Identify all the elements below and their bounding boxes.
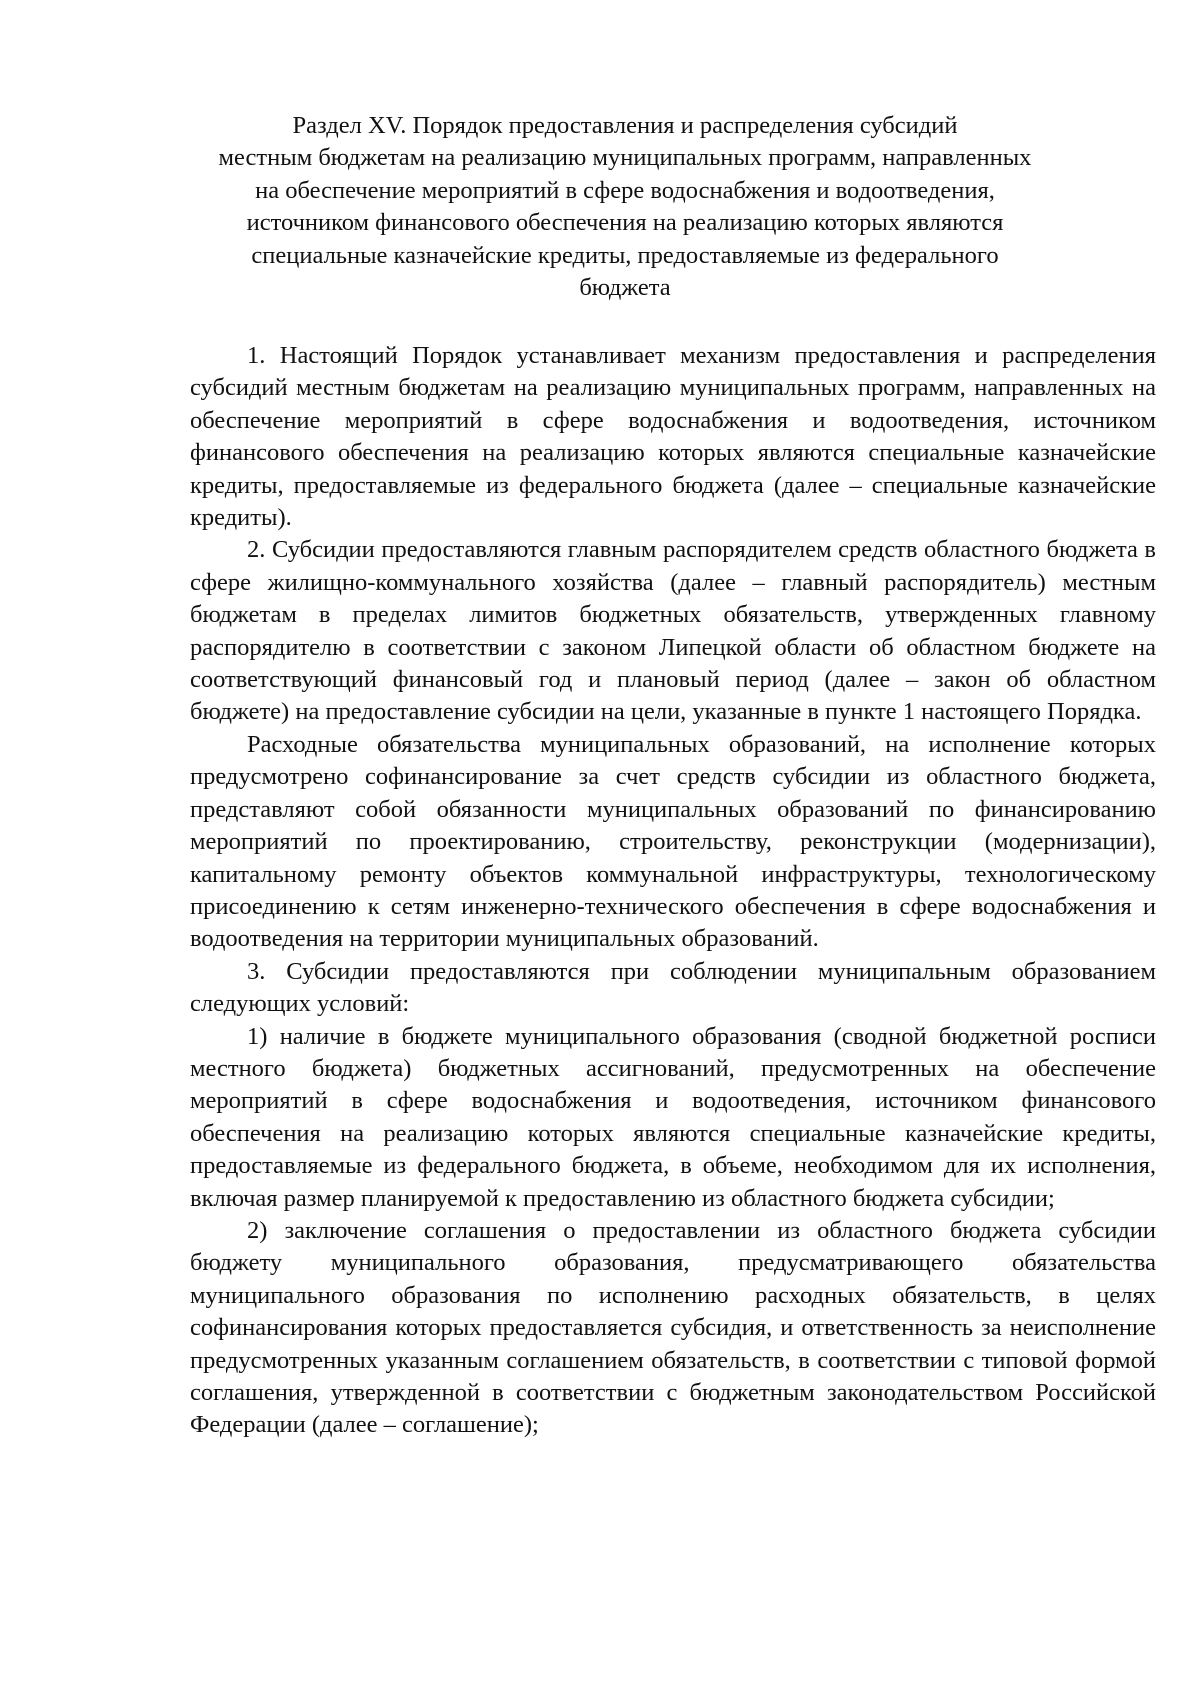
paragraph-item-2: 2. Субсидии предоставляются главным распорядителем средств областного бюджета в сфере жилищно-коммунального хозяйства (далее – главный распорядитель) местным бюджетам в пределах лимитов бюджетных обязательств, утвержденных главному распорядителю в соответствии с законом Липецкой области об областном бюджете на соответствующий финансовый год и плановый период (далее – закон об областном бюджете) на предоставление субсидии на цели, указанные в пункте 1 настоящего Порядка.	[190, 536, 1156, 726]
paragraph-condition-1: 1) наличие в бюджете муниципального образования (сводной бюджетной росписи местного бюджета) бюджетных ассигнований, предусмотренных на обеспечение мероприятий в сфере водоснабжения и водоотведения, источником финансового обеспечения на реализацию которых являются специальные казначейские кредиты, предоставляемые из федерального бюджета, в объеме, необходимом для их исполнения, включая размер планируемой к предоставлению из областного бюджета субсидии;	[190, 1022, 1156, 1212]
heading-line: на обеспечение мероприятий в сфере водоснабжения и водоотведения,	[255, 176, 995, 204]
paragraph-condition-2: 2) заключение соглашения о предоставлении из областного бюджета субсидии бюджету муниципального образования, предусматривающего обязательства муниципального образования по исполнению расходных обязательств, в целях софинансирования которых предоставляется субсидия, и ответственность за неисполнение предусмотренных указанным соглашением обязательств, в соответствии с типовой формой соглашения, утвержденной в соответствии с бюджетным законодательством Российской Федерации (далее – соглашение);	[190, 1216, 1156, 1439]
heading-line: специальные казначейские кредиты, предоставляемые из федерального	[251, 241, 999, 269]
document-body	[190, 340, 1156, 1442]
paragraph-item-3: 3. Субсидии предоставляются при соблюдении муниципальным образованием следующих условий:	[190, 957, 1156, 1018]
paragraph-item-1: 1. Настоящий Порядок устанавливает механизм предоставления и распределения субсидий местным бюджетам на реализацию муниципальных программ, направленных на обеспечение мероприятий в сфере водоснабжения и водоотведения, источником финансового обеспечения на реализацию которых являются специальные казначейские кредиты, предоставляемые из федерального бюджета (далее – специальные казначейские кредиты).	[190, 342, 1156, 532]
heading-line: местным бюджетам на реализацию муниципальных программ, направленных	[218, 144, 1032, 172]
heading-line: источником финансового обеспечения на реализацию которых являются	[246, 209, 1004, 237]
paragraph-expense-obligations: Расходные обязательства муниципальных образований, на исполнение которых предусмотрено софинансирование за счет средств субсидии из областного бюджета, представляют собой обязанности муниципальных образований по финансированию мероприятий по проектированию, строительству, реконструкции (модернизации), капитальному ремонту объектов коммунальной инфраструктуры, технологическому присоединению к сетям инженерно-технического обеспечения в сфере водоснабжения и водоотведения на территории муниципальных образований.	[190, 730, 1156, 953]
section-heading	[180, 110, 1070, 304]
heading-line: Раздел XV. Порядок предоставления и распределения субсидий	[292, 112, 958, 139]
heading-line: бюджета	[579, 274, 671, 302]
